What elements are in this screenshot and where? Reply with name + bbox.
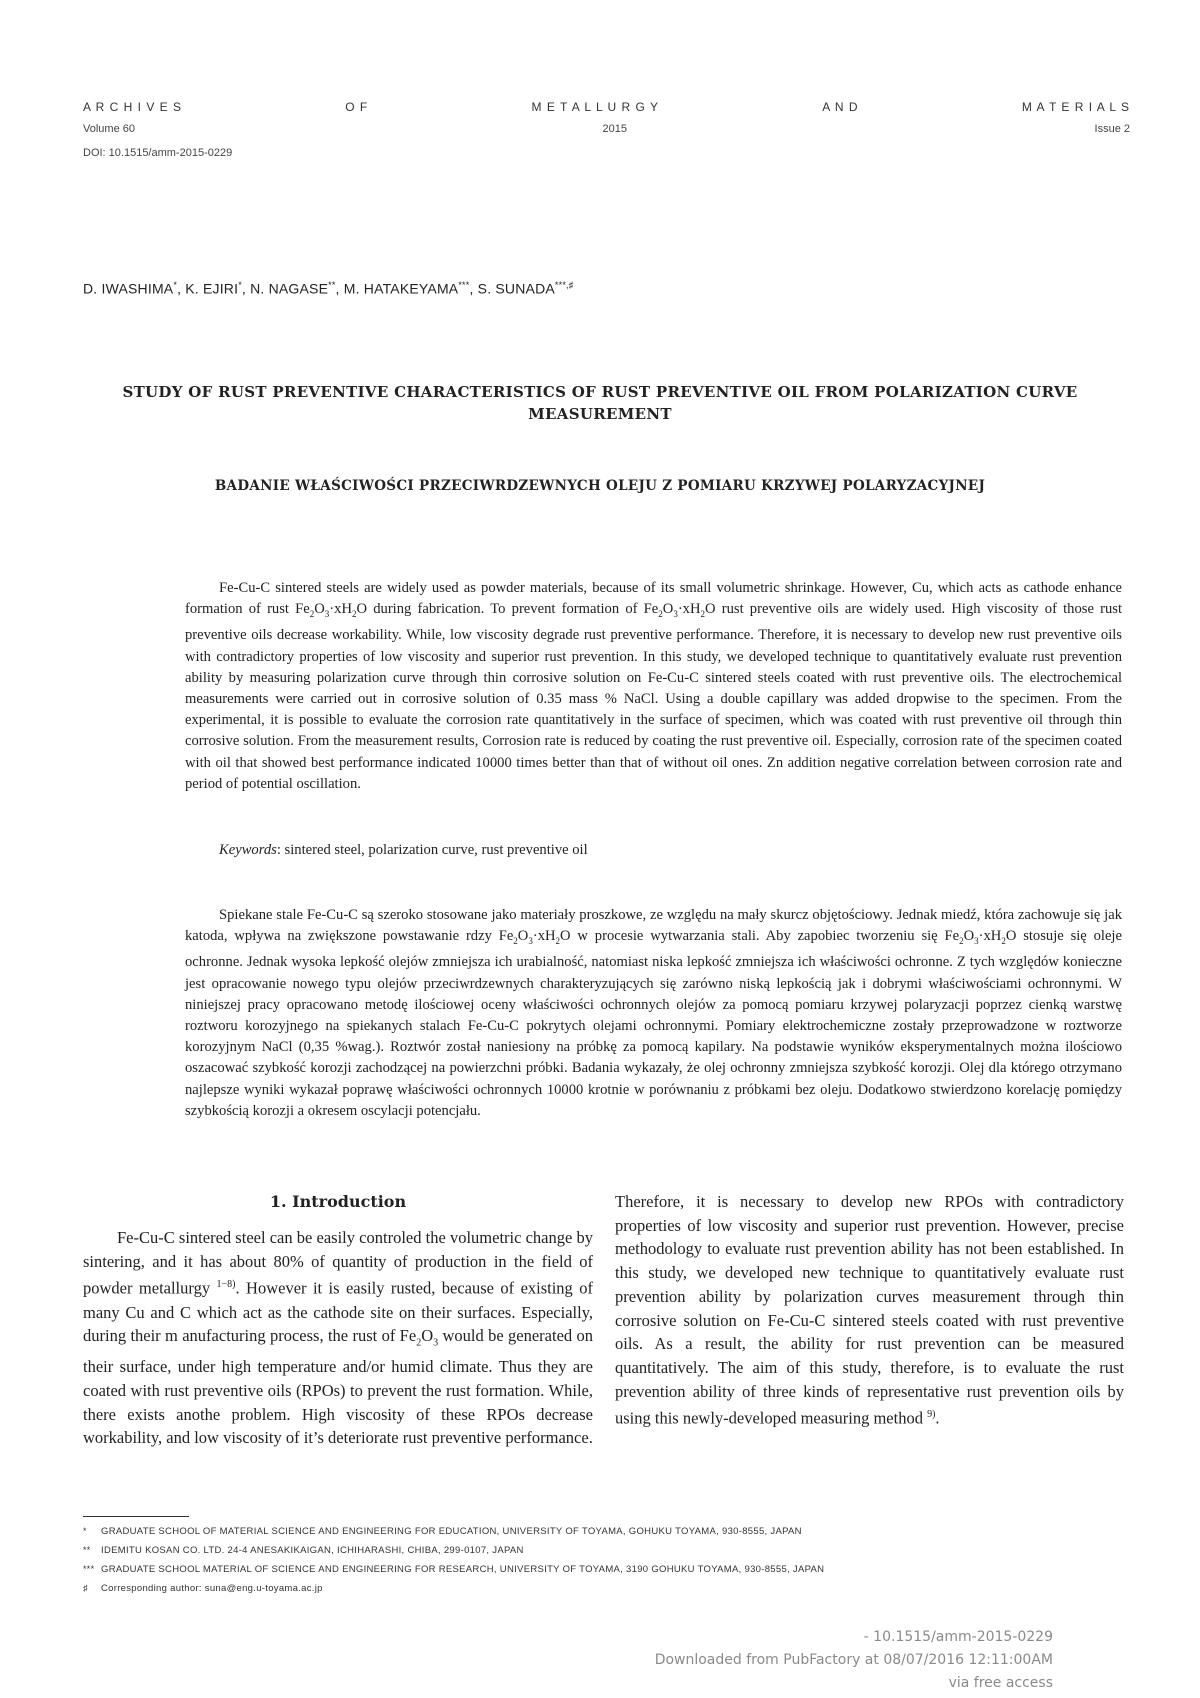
affiliation-mark: ** (328, 280, 336, 290)
footnote: ** IDEMITU KOSAN CO. LTD. 24-4 ANESAKIKAIGAN, ICHIHARASHI, CHIBA, 299-0107, JAPAN (83, 1545, 524, 1556)
doi: DOI: 10.1515/amm-2015-0229 (83, 147, 233, 159)
citation: 1−8) (216, 1279, 236, 1291)
download-stamp (655, 1626, 1053, 1695)
paper-title: STUDY OF RUST PREVENTIVE CHARACTERISTICS OF RUST PREVENTIVE OIL FROM POLARIZATION CURVE MEASUREMENT (122, 383, 1078, 423)
author: M. HATAKEYAMA (343, 280, 459, 297)
author: S. SUNADA (477, 280, 555, 297)
citation: 9) (927, 1409, 936, 1421)
footnote: * GRADUATE SCHOOL OF MATERIAL SCIENCE AND ENGINEERING FOR EDUCATION, UNIVERSITY OF TOYAMA, GOHUKU TOYAMA, 930-8555, JAPAN (83, 1526, 802, 1537)
keywords-label: Keywords (219, 842, 277, 858)
intro-paragraph-right: Therefore, it is necessary to develop new RPOs with contradictory properties of low viscosity and superior rust prevention. However, precise methodology to evaluate rust prevention ability has not been established. In this study, we developed new technique to quantitatively evaluate rust prevention ability by polarization curves measurement through thin corrosive solution on Fe-Cu-C sintered steels coated with rust preventive oils. As a result, the ability for rust prevention can be measured quantitatively. The aim of this study, therefore, is to evaluate the rust prevention ability of three kinds of representative rust prevention oils by using this newly-developed measuring method $^{9)}$. (615, 1192, 1124, 1428)
download-source: Downloaded from PubFactory at 08/07/2016 12:11:00AM (654, 1652, 1053, 1668)
journal-word: A N D (822, 100, 859, 114)
footnote-corresponding: ♯ Corresponding author: suna@eng.u-toyama.ac.jp (83, 1583, 323, 1594)
intro-paragraph-left: Fe-Cu-C sintered steel can be easily controled the volumetric change by sintering, and it has about 80% of quantity of production in the field of powder metallurgy $^{1-8)}$. However it is easily rusted, because of existing of many Cu and C which act as the cathode site on their surfaces. Especially, during their m anufacturing process, the rust of $Fe_2O_3$ would be generated on their surface, under high temperature and/or humid climate. Thus they are coated with rust preventive oils (RPOs) to prevent the rust formation. While, there exists anothe problem. High viscosity of these RPOs decrease workability, and low viscosity of it’s deteriorate rust preventive performance. (83, 1228, 593, 1448)
issue: Issue 2 (1094, 123, 1130, 135)
abstract-english: Fe-Cu-C sintered steels are widely used as powder materials, because of its small volumetric shrinkage. However, Cu, which acts as cathode enhance formation of rust $Fe_2O_3\cdot xH_2O$ during fabrication. To prevent formation of $Fe_2O_3\cdot xH_2O$ rust preventive oils are widely used. High viscosity of those rust preventive oils decrease workability. While, low viscosity degrade rust preventive performance. Therefore, it is necessary to develop new rust preventive oils with contradictory properties of low viscosity and superior rust prevention. In this study, we developed technique to quantitatively evaluate rust prevention ability by measuring polarization curve through thin corrosive solution on Fe-Cu-C sintered steels coated with rust preventive oils. The electrochemical measurements were carried out in corrosive solution of 0.35 mass % NaCl. Using a double capillary was added dropwise to the specimen. From the experimental, it is possible to evaluate the corrosion rate quantitatively in the surface of specimen, which was coated with rust preventive oil through thin corrosive solution. From the measurement results, Corrosion rate is reduced by coating the rust preventive oil. Especially, corrosion rate of the specimen coated with oil that showed best performance indicated 10000 times better than that of without oil ones. Zn addition negative correlation between corrosion rate and period of potential oscillation. (185, 580, 1122, 792)
author: N. NAGASE (250, 280, 329, 297)
affiliation-mark: *** (458, 280, 470, 290)
keywords-list: : sintered steel, polarization curve, rust preventive oil (276, 842, 588, 858)
affiliation-mark: * (238, 280, 242, 290)
keywords (219, 842, 588, 859)
volume: Volume 60 (83, 123, 135, 135)
section-heading-introduction: 1. Introduction (269, 1192, 407, 1211)
journal-word: M E T A L L U R G Y (531, 100, 659, 114)
paper-title-polish: BADANIE WŁAŚCIWOŚCI PRZECIWRDZEWNYCH OLEJU Z POMIARU KRZYWEJ POLARYZACYJNEJ (214, 478, 986, 494)
issue-meta (83, 123, 1130, 135)
journal-name (83, 100, 1130, 114)
affiliation-mark: * (173, 280, 178, 290)
journal-word: M A T E R I A L S (1021, 100, 1130, 114)
affiliation-mark: ***,♯ (554, 280, 574, 290)
abstract-polish: Spiekane stale Fe-Cu-C są szeroko stosowane jako materiały proszkowe, ze względu na mały skurcz objętościowy. Jednak miedź, która zachowuje się jak katoda, wpływa na zwiększone powstawanie rdzy $Fe_2O_3\cdot xH_2O$ w procesie wytwarzania stali. Aby zapobiec tworzeniu się $Fe_2O_3\cdot xH_2O$ stosuje się oleje ochronne. Jednak wysoka lepkość olejów zmniejsza ich urabialność, natomiast niska lepkość zmniejsza ich właściwości ochronne. Z tych względów konieczne jest opracowanie nowego typu olejów przeciwrdzewnych charakteryzujących się zarówno niską lepkością jak i dobrymi właściwościami ochronnymi. W niniejszej pracy opracowano metodę ilościowej oceny właściwości ochronnych olejów za pomocą pomiaru krzywej polaryzacji poprzez cienką warstwę roztworu korozyjnego na spiekanych stalach Fe-Cu-C pokrytych olejami ochronnymi. Pomiary elektrochemiczne zostały przeprowadzone w roztworze korozyjnym NaCl (0,35 %wag.). Roztwór został naniesiony na próbkę za pomocą kapilary. Na podstawie wyników eksperymentalnych można ilościowo oszacować szybkość korozji zachodzącej na powierzchni próbki. Badania wykazały, że olej ochronny zmniejsza szybkość korozji. Olej dla którego otrzymano najlepsze wyniki wykazał poprawę właściwości ochronnych 10000 krotnie w porównaniu z próbkami bez oleju. Dodatkowo stwierdzono korelację pomiędzy szybkością korozji a okresem oscylacji potencjału. (185, 907, 1122, 1119)
journal-word: A R C H I V E S (83, 100, 183, 114)
author-list: D. IWASHIMA*, K. EJIRI*, N. NAGASE**, M. HATAKEYAMA***, S. SUNADA***,♯ (83, 280, 574, 297)
footnotes (83, 1522, 1123, 1598)
year: 2015 (602, 123, 627, 135)
author: D. IWASHIMA (83, 280, 174, 297)
download-doi: - 10.1515/amm-2015-0229 (863, 1629, 1053, 1645)
author: K. EJIRI (185, 280, 239, 297)
footnote-divider (83, 1516, 189, 1517)
download-access: via free access (948, 1675, 1053, 1691)
journal-word: O F (345, 100, 369, 114)
footnote: *** GRADUATE SCHOOL MATERIAL OF SCIENCE AND ENGINEERING FOR RESEARCH, UNIVERSITY OF TOYAMA, 3190 GOHUKU TOYAMA, 930-8555, JAPAN (83, 1564, 825, 1575)
